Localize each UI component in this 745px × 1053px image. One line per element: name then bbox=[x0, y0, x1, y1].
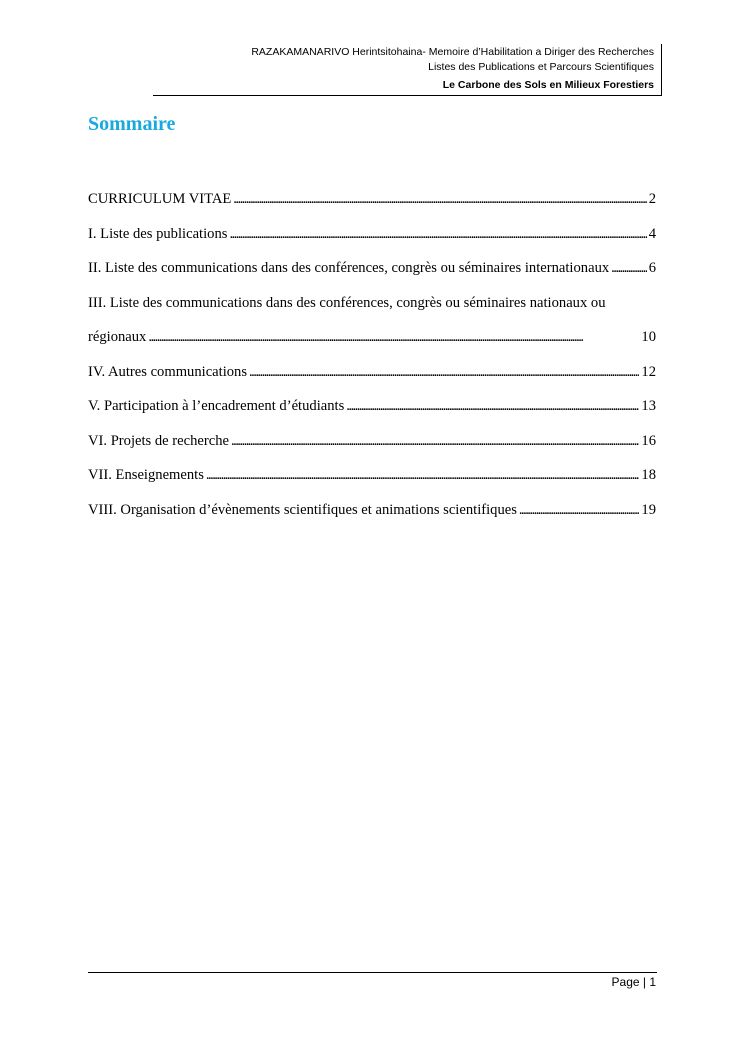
toc-entry-page: 4 bbox=[648, 225, 656, 242]
toc-leader-dots bbox=[346, 393, 639, 419]
footer-divider bbox=[88, 972, 657, 973]
toc-entry-label: VI. Projets de recherche bbox=[88, 432, 230, 449]
toc-leader-dots bbox=[249, 359, 639, 385]
page-number: Page | 1 bbox=[611, 975, 656, 989]
running-header bbox=[153, 44, 662, 96]
toc-entry[interactable] bbox=[88, 186, 656, 221]
toc-leader-dots bbox=[519, 497, 639, 523]
toc-leader-dots bbox=[611, 255, 647, 281]
toc-entry-label: I. Liste des publications bbox=[88, 225, 228, 242]
toc-entry-first-line[interactable] bbox=[88, 290, 656, 325]
toc-entry-label: II. Liste des communications dans des conférences, congrès ou séminaires internationaux bbox=[88, 260, 610, 276]
toc-leader-dots bbox=[231, 428, 639, 454]
header-topic-line: Le Carbone des Sols en Milieux Forestiers bbox=[442, 79, 654, 91]
toc-entry-page: 13 bbox=[641, 398, 656, 414]
toc-entry-label: VIII. Organisation d’évènements scientifiques et animations scientifiques bbox=[88, 501, 517, 518]
page-title: Sommaire bbox=[88, 113, 176, 135]
toc-leader-dots bbox=[148, 324, 639, 350]
toc-entry[interactable] bbox=[88, 221, 656, 256]
toc-entry-label: VII. Enseignements bbox=[88, 467, 204, 483]
toc-entry-label: III. Liste des communications dans des conférences, congrès ou séminaires nationaux ou bbox=[88, 294, 606, 311]
toc-entry-label: IV. Autres communications bbox=[88, 363, 248, 380]
toc-entry-page: 6 bbox=[648, 260, 656, 276]
toc-entry-page: 10 bbox=[641, 329, 656, 345]
toc-entry-page: 16 bbox=[641, 432, 656, 449]
toc-entry-page: 2 bbox=[648, 191, 656, 207]
toc-leader-dots bbox=[206, 462, 639, 488]
toc-entry[interactable] bbox=[88, 497, 656, 532]
toc-entry[interactable] bbox=[88, 324, 656, 359]
toc-entry-page: 12 bbox=[641, 363, 656, 380]
header-subtitle-line: Listes des Publications et Parcours Scientifiques bbox=[428, 61, 654, 73]
toc-entry[interactable] bbox=[88, 255, 656, 290]
table-of-contents bbox=[88, 186, 656, 531]
toc-entry-label: V. Participation à l’encadrement d’étudiants bbox=[88, 398, 345, 414]
toc-entry[interactable] bbox=[88, 393, 656, 428]
toc-entry-label: CURRICULUM VITAE bbox=[88, 191, 232, 207]
toc-entry-label: régionaux bbox=[88, 329, 147, 345]
toc-entry[interactable] bbox=[88, 462, 656, 497]
header-author-line: RAZAKAMANARIVO Herintsitohaina- Memoire d’Habilitation a Diriger des Recherches bbox=[251, 46, 654, 58]
toc-entry[interactable] bbox=[88, 359, 656, 394]
toc-entry-page: 19 bbox=[641, 501, 656, 518]
toc-entry[interactable] bbox=[88, 428, 656, 463]
toc-entry-page: 18 bbox=[641, 467, 656, 483]
toc-leader-dots bbox=[229, 221, 646, 247]
toc-leader-dots bbox=[233, 186, 646, 212]
